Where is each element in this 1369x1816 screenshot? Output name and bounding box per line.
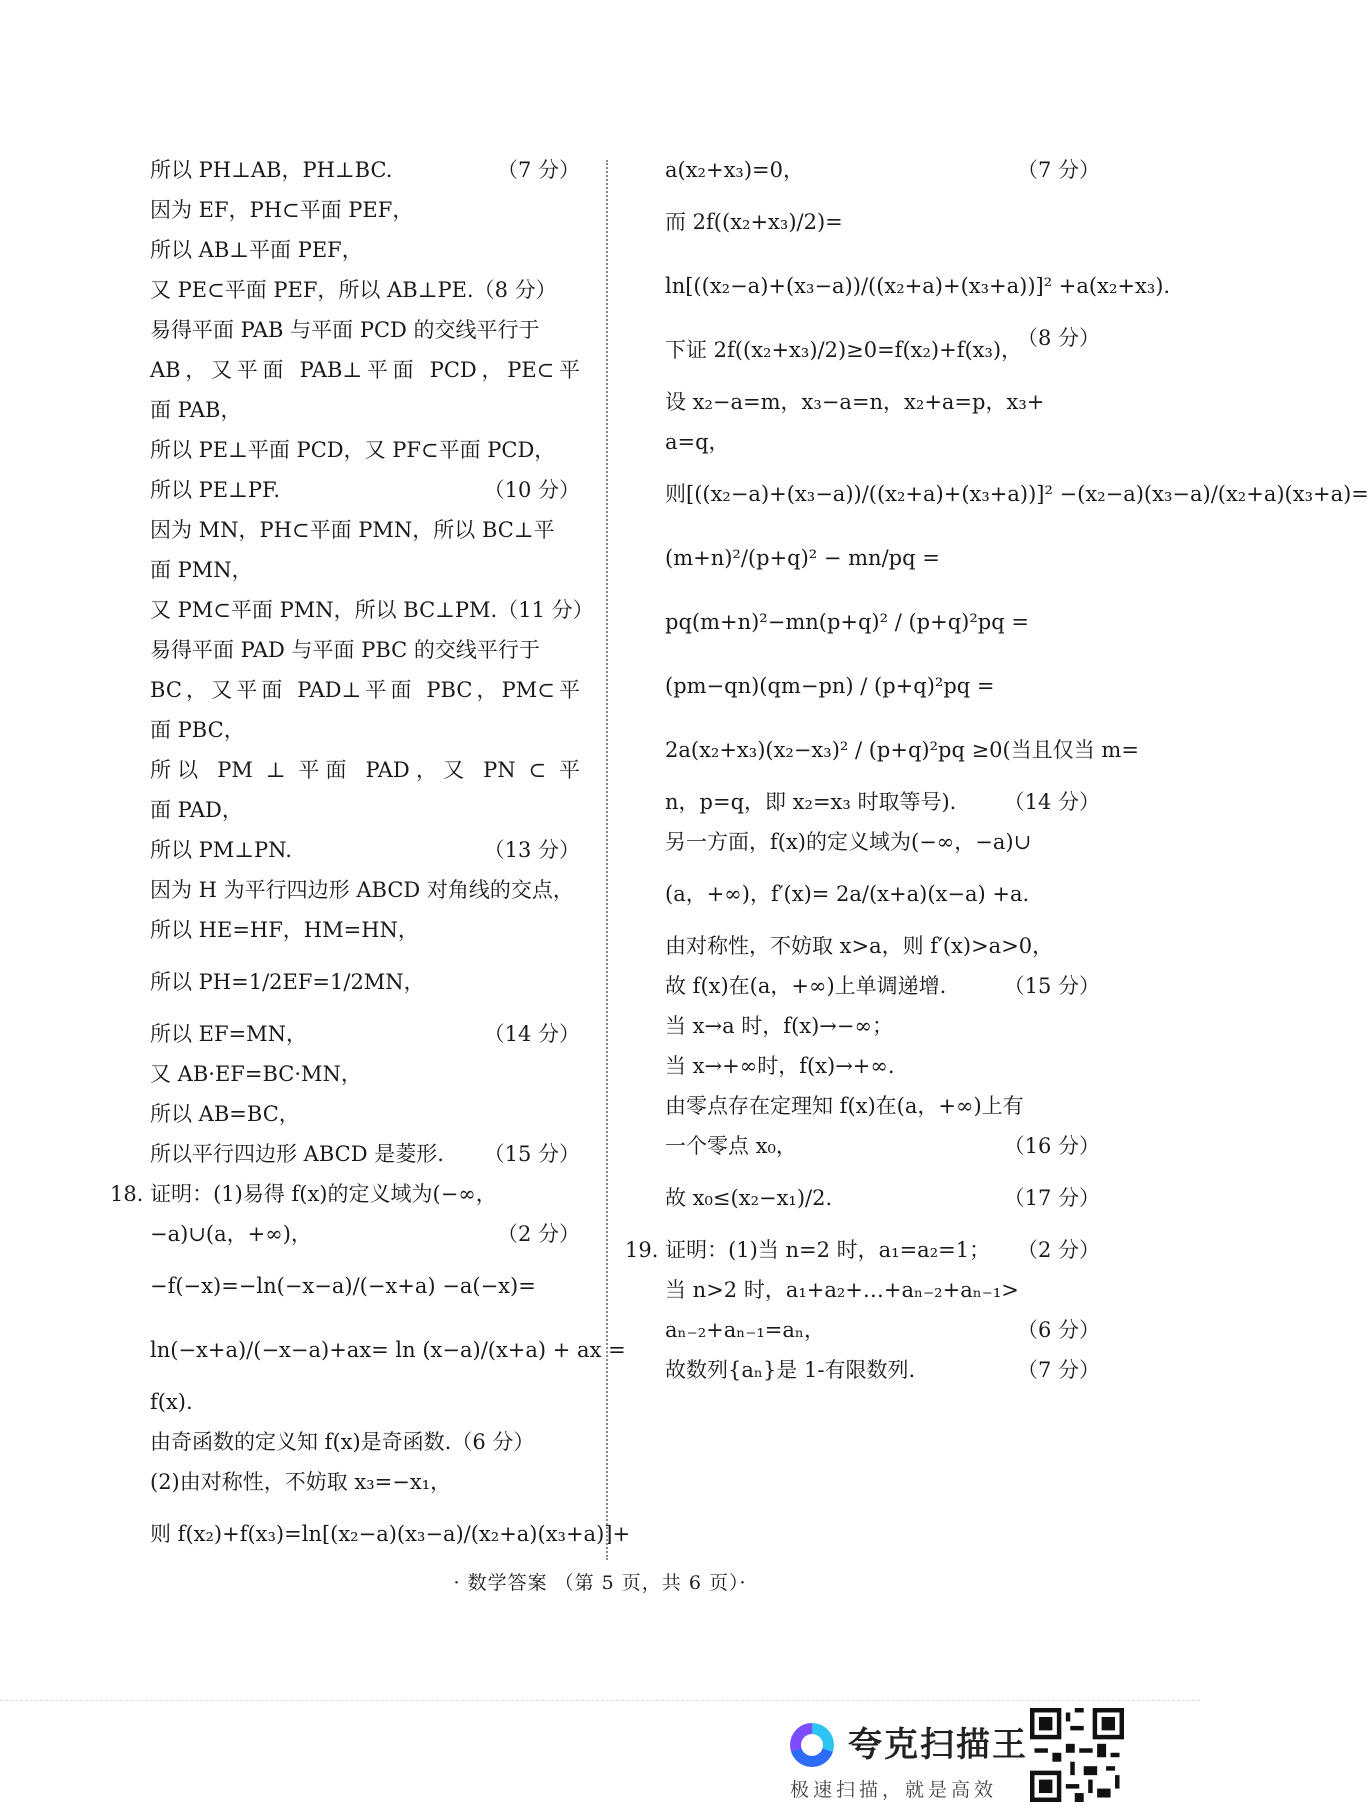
text-line	[150, 830, 580, 870]
line-text: 所以 PE⊥PF.	[150, 478, 280, 502]
line-text: 而 2f((x₂+x₃)/2)=	[665, 210, 843, 234]
line-text: (m+n)²/(p+q)² − mn/pq =	[665, 546, 940, 570]
line-text: 所以 PE⊥平面 PCD，又 PF⊂平面 PCD，	[150, 438, 556, 462]
score-label: （14 分）	[1003, 790, 1100, 814]
score-label: （17 分）	[1003, 1186, 1100, 1210]
brand-slogan: 极速扫描，就是高效	[790, 1779, 998, 1801]
line-text: 又 AB·EF=BC·MN，	[150, 1062, 362, 1086]
line-text: f(x).	[150, 1390, 193, 1414]
brand-name: 夸克扫描王	[848, 1725, 1028, 1765]
line-text: 设 x₂−a=m，x₃−a=n，x₂+a=p，x₃+	[665, 390, 1045, 414]
text-line	[665, 966, 1100, 1006]
text-line	[150, 790, 580, 830]
line-text: 面 PBC，	[150, 718, 245, 742]
line-text: 面 PMN，	[150, 558, 253, 582]
text-line	[625, 1230, 1100, 1270]
text-line	[665, 862, 1100, 926]
text-line	[150, 390, 580, 430]
line-text: 当 x→a 时，f(x)→−∞；	[665, 1014, 893, 1038]
line-text: 故数列{aₙ}是 1-有限数列.	[665, 1358, 916, 1382]
text-line	[150, 1462, 580, 1502]
score-label: （7 分）	[1016, 1358, 1100, 1382]
text-line	[665, 422, 1100, 462]
line-text: 易得平面 PAD 与平面 PBC 的交线平行于	[150, 638, 540, 662]
text-line	[665, 1006, 1100, 1046]
line-text: 由奇函数的定义知 f(x)是奇函数.（6 分）	[150, 1430, 535, 1454]
text-line	[150, 910, 580, 950]
line-text: pq(m+n)²−mn(p+q)² / (p+q)²pq =	[665, 610, 1029, 634]
score-label: （6 分）	[1016, 1318, 1100, 1342]
line-text: −f(−x)=−ln(−x−a)/(−x+a) −a(−x)=	[150, 1274, 536, 1298]
text-line	[150, 230, 580, 270]
text-line	[150, 1502, 631, 1566]
text-line	[665, 718, 1139, 782]
text-line	[150, 950, 580, 1014]
line-text: 所以 PM⊥PN.	[150, 838, 292, 862]
text-line	[150, 350, 580, 390]
score-label: （13 分）	[483, 838, 580, 862]
text-line	[665, 1350, 1100, 1390]
text-line	[150, 710, 580, 750]
qr-code-icon	[1030, 1708, 1124, 1802]
text-line	[665, 926, 1100, 966]
score-label: （7 分）	[496, 158, 580, 182]
line-text: −a)∪(a，+∞)，	[150, 1222, 312, 1246]
text-line	[665, 822, 1100, 862]
page-footer: · 数学答案 （第 5 页，共 6 页）·	[453, 1572, 747, 1594]
text-line	[665, 1086, 1100, 1126]
line-text: 所以 EF=MN，	[150, 1022, 308, 1046]
line-text: 因为 MN，PH⊂平面 PMN，所以 BC⊥平	[150, 518, 555, 542]
line-text: 因为 H 为平行四边形 ABCD 对角线的交点，	[150, 878, 574, 902]
scan-divider	[0, 1700, 1200, 1701]
line-text: 2a(x₂+x₃)(x₂−x₃)² / (p+q)²pq ≥0(当且仅当 m=	[665, 738, 1139, 762]
line-text: 面 PAD，	[150, 798, 243, 822]
line-text: a=q，	[665, 430, 730, 454]
line-text: a(x₂+x₃)=0，	[665, 158, 804, 182]
score-label: （2 分）	[496, 1222, 580, 1246]
text-line	[150, 1094, 580, 1134]
line-text: 又 PE⊂平面 PEF，所以 AB⊥PE.（8 分）	[150, 278, 557, 302]
score-label: （10 分）	[483, 478, 580, 502]
line-text: 又 PM⊂平面 PMN，所以 BC⊥PM.（11 分）	[150, 598, 594, 622]
line-text: aₙ₋₂+aₙ₋₁=aₙ，	[665, 1318, 826, 1342]
line-text: 19. 证明：(1)当 n=2 时，a₁=a₂=1；	[625, 1238, 991, 1262]
text-line	[150, 1214, 580, 1254]
text-line	[665, 382, 1100, 422]
line-text: 由对称性，不妨取 x>a，则 f′(x)>a>0，	[665, 934, 1054, 958]
text-line	[150, 310, 580, 350]
line-text: 所以 PM ⊥ 平面 PAD，又 PN ⊂ 平	[150, 758, 580, 782]
text-line	[150, 1422, 580, 1462]
line-text: (a，+∞)，f′(x)= 2a/(x+a)(x−a) +a.	[665, 882, 1030, 906]
line-text: 所以 AB=BC，	[150, 1102, 300, 1126]
line-text: AB，又平面 PAB⊥平面 PCD，PE⊂平	[150, 358, 580, 382]
text-line	[665, 526, 1100, 590]
text-line	[665, 590, 1100, 654]
line-text: 故 f(x)在(a，+∞)上单调递增.	[665, 974, 947, 998]
text-line	[665, 1270, 1100, 1310]
text-line	[665, 190, 1100, 254]
score-label: （7 分）	[1016, 158, 1100, 182]
line-text: 面 PAB，	[150, 398, 242, 422]
line-text: 所以 PH⊥AB，PH⊥BC.	[150, 158, 393, 182]
line-text: 所以 HE=HF，HM=HN，	[150, 918, 419, 942]
column-divider	[606, 160, 608, 1560]
text-line	[665, 1166, 1100, 1230]
line-text: 则 f(x₂)+f(x₃)=ln[(x₂−a)(x₃−a)/(x₂+a)(x₃+a)]+	[150, 1522, 631, 1546]
line-text: 18. 证明：(1)易得 f(x)的定义域为(−∞，	[110, 1182, 497, 1206]
score-label: （2 分）	[1016, 1238, 1100, 1262]
text-line	[150, 590, 594, 630]
text-line	[665, 1310, 1100, 1350]
text-line	[665, 462, 1369, 526]
text-line	[150, 190, 580, 230]
line-text: 由零点存在定理知 f(x)在(a，+∞)上有	[665, 1094, 1024, 1118]
text-line	[665, 318, 1100, 382]
text-line	[110, 1174, 580, 1214]
text-line	[150, 1318, 626, 1382]
text-line	[150, 270, 580, 310]
score-label: （15 分）	[483, 1142, 580, 1166]
text-line	[150, 870, 580, 910]
text-line	[665, 654, 1100, 718]
text-line	[665, 1126, 1100, 1166]
line-text: 则[((x₂−a)+(x₃−a))/((x₂+a)+(x₃+a))]² −(x₂−a)(x₃−a)/(x₂+a)(x₃+a)=	[665, 482, 1369, 506]
text-line	[150, 510, 580, 550]
text-line	[150, 150, 580, 190]
score-label: （8 分）	[1016, 326, 1100, 350]
text-line	[150, 670, 580, 710]
line-text: 易得平面 PAB 与平面 PCD 的交线平行于	[150, 318, 540, 342]
right-column	[625, 150, 1369, 1390]
text-line	[150, 1382, 580, 1422]
line-text: (pm−qn)(qm−pn) / (p+q)²pq =	[665, 674, 995, 698]
text-line	[665, 1046, 1100, 1086]
line-text: 下证 2f((x₂+x₃)/2)≥0=f(x₂)+f(x₃)，	[665, 338, 1023, 362]
line-text: (2)由对称性，不妨取 x₃=−x₁，	[150, 1470, 452, 1494]
line-text: 所以 AB⊥平面 PEF，	[150, 238, 363, 262]
text-line	[150, 430, 580, 470]
line-text: 另一方面，f(x)的定义域为(−∞，−a)∪	[665, 830, 1032, 854]
text-line	[150, 1254, 580, 1318]
text-line	[150, 1134, 580, 1174]
text-line	[665, 254, 1171, 318]
line-text: ln(−x+a)/(−x−a)+ax= ln (x−a)/(x+a) + ax =	[150, 1338, 626, 1362]
line-text: 所以平行四边形 ABCD 是菱形.	[150, 1142, 444, 1166]
line-text: ln[((x₂−a)+(x₃−a))/((x₂+a)+(x₃+a))]² +a(x₂+x₃).	[665, 274, 1171, 298]
score-label: （14 分）	[483, 1022, 580, 1046]
text-line	[665, 150, 1100, 190]
line-text: 故 x₀≤(x₂−x₁)/2.	[665, 1186, 833, 1210]
left-column	[110, 150, 631, 1566]
line-text: 当 n>2 时，a₁+a₂+…+aₙ₋₂+aₙ₋₁>	[665, 1278, 1019, 1302]
line-text: n，p=q，即 x₂=x₃ 时取等号).	[665, 790, 957, 814]
text-line	[150, 470, 580, 510]
line-text: 所以 PH=1/2EF=1/2MN，	[150, 970, 425, 994]
line-text: 一个零点 x₀，	[665, 1134, 797, 1158]
score-label: （15 分）	[1003, 974, 1100, 998]
text-line	[665, 782, 1100, 822]
quark-logo-icon	[790, 1723, 834, 1767]
text-line	[150, 630, 580, 670]
text-line	[150, 1054, 580, 1094]
text-line	[150, 1014, 580, 1054]
text-line	[150, 750, 580, 790]
line-text: BC，又平面 PAD⊥平面 PBC，PM⊂平	[150, 678, 580, 702]
score-label: （16 分）	[1003, 1134, 1100, 1158]
text-line	[150, 550, 580, 590]
line-text: 当 x→+∞时，f(x)→+∞.	[665, 1054, 895, 1078]
line-text: 因为 EF，PH⊂平面 PEF，	[150, 198, 414, 222]
